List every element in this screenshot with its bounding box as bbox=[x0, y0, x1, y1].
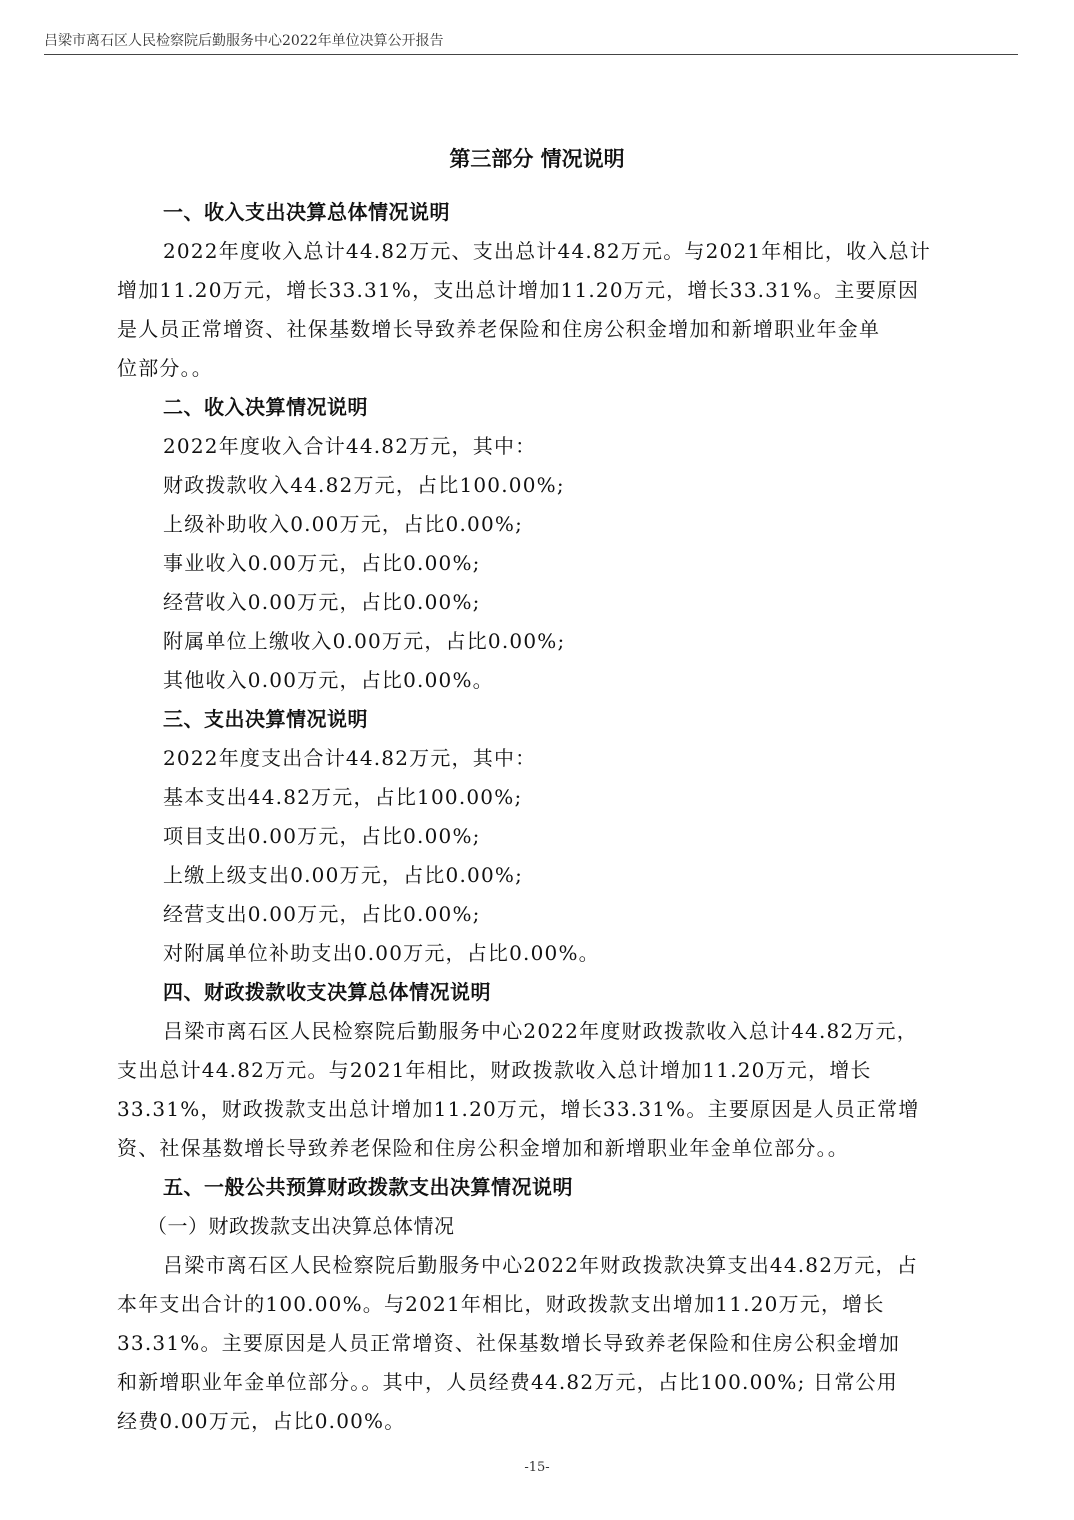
running-header: 吕梁市离石区人民检察院后勤服务中心2022年单位决算公开报告 bbox=[44, 30, 1018, 55]
paragraph-line: 2022年度收入合计44.82万元，其中： bbox=[163, 434, 537, 458]
list-item: 对附属单位补助支出0.00万元，占比0.00%。 bbox=[163, 941, 600, 965]
page-number: -15- bbox=[524, 1460, 550, 1475]
list-item: 项目支出0.00万元，占比0.00%; bbox=[163, 824, 481, 848]
paragraph-line: 本年支出合计的100.00%。与2021年相比，财政拨款支出增加11.20万元，增长 bbox=[117, 1292, 885, 1316]
section-heading-2: 二、收入决算情况说明 bbox=[163, 395, 368, 419]
paragraph-line: 33.31%。主要原因是人员正常增资、社保基数增长导致养老保险和住房公积金增加 bbox=[117, 1331, 901, 1355]
section-heading-5: 五、一般公共预算财政拨款支出决算情况说明 bbox=[163, 1175, 573, 1199]
paragraph-line: 支出总计44.82万元。与2021年相比，财政拨款收入总计增加11.20万元，增长 bbox=[117, 1058, 872, 1082]
section-title: 第三部分 情况说明 bbox=[449, 147, 625, 171]
paragraph-line: 经费0.00万元，占比0.00%。 bbox=[117, 1409, 406, 1433]
list-item: 经营支出0.00万元，占比0.00%; bbox=[163, 902, 481, 926]
list-item: 附属单位上缴收入0.00万元，占比0.00%; bbox=[163, 629, 566, 653]
paragraph-line: 位部分。。 bbox=[117, 356, 213, 380]
section-heading-1: 一、收入支出决算总体情况说明 bbox=[163, 200, 450, 224]
list-item: 上缴上级支出0.00万元，占比0.00%; bbox=[163, 863, 524, 887]
paragraph-line: 33.31%，财政拨款支出总计增加11.20万元，增长33.31%。主要原因是人员正常增 bbox=[117, 1097, 920, 1121]
list-item: 其他收入0.00万元，占比0.00%。 bbox=[163, 668, 494, 692]
paragraph-line: 2022年度收入总计44.82万元、支出总计44.82万元。与2021年相比，收入总计 bbox=[163, 239, 931, 263]
document-body bbox=[117, 193, 945, 1441]
list-item: 基本支出44.82万元，占比100.00%; bbox=[163, 785, 523, 809]
section-heading-4: 四、财政拨款收支决算总体情况说明 bbox=[163, 980, 491, 1004]
section-heading-3: 三、支出决算情况说明 bbox=[163, 707, 368, 731]
subsection-heading: （一）财政拨款支出决算总体情况 bbox=[147, 1214, 455, 1238]
paragraph-line: 和新增职业年金单位部分。。其中，人员经费44.82万元，占比100.00%; 日常公用 bbox=[117, 1370, 898, 1394]
paragraph-line: 吕梁市离石区人民检察院后勤服务中心2022年财政拨款决算支出44.82万元，占 bbox=[163, 1253, 918, 1277]
list-item: 财政拨款收入44.82万元，占比100.00%; bbox=[163, 473, 565, 497]
list-item: 上级补助收入0.00万元，占比0.00%; bbox=[163, 512, 524, 536]
paragraph-line: 吕梁市离石区人民检察院后勤服务中心2022年度财政拨款收入总计44.82万元， bbox=[163, 1019, 918, 1043]
paragraph-line: 资、社保基数增长导致养老保险和住房公积金增加和新增职业年金单位部分。。 bbox=[117, 1136, 849, 1160]
paragraph-line: 是人员正常增资、社保基数增长导致养老保险和住房公积金增加和新增职业年金单 bbox=[117, 317, 881, 341]
list-item: 事业收入0.00万元，占比0.00%; bbox=[163, 551, 481, 575]
paragraph-line: 增加11.20万元，增长33.31%，支出总计增加11.20万元，增长33.31%。主要原因 bbox=[117, 278, 920, 302]
paragraph-line: 2022年度支出合计44.82万元，其中： bbox=[163, 746, 537, 770]
list-item: 经营收入0.00万元，占比0.00%; bbox=[163, 590, 481, 614]
